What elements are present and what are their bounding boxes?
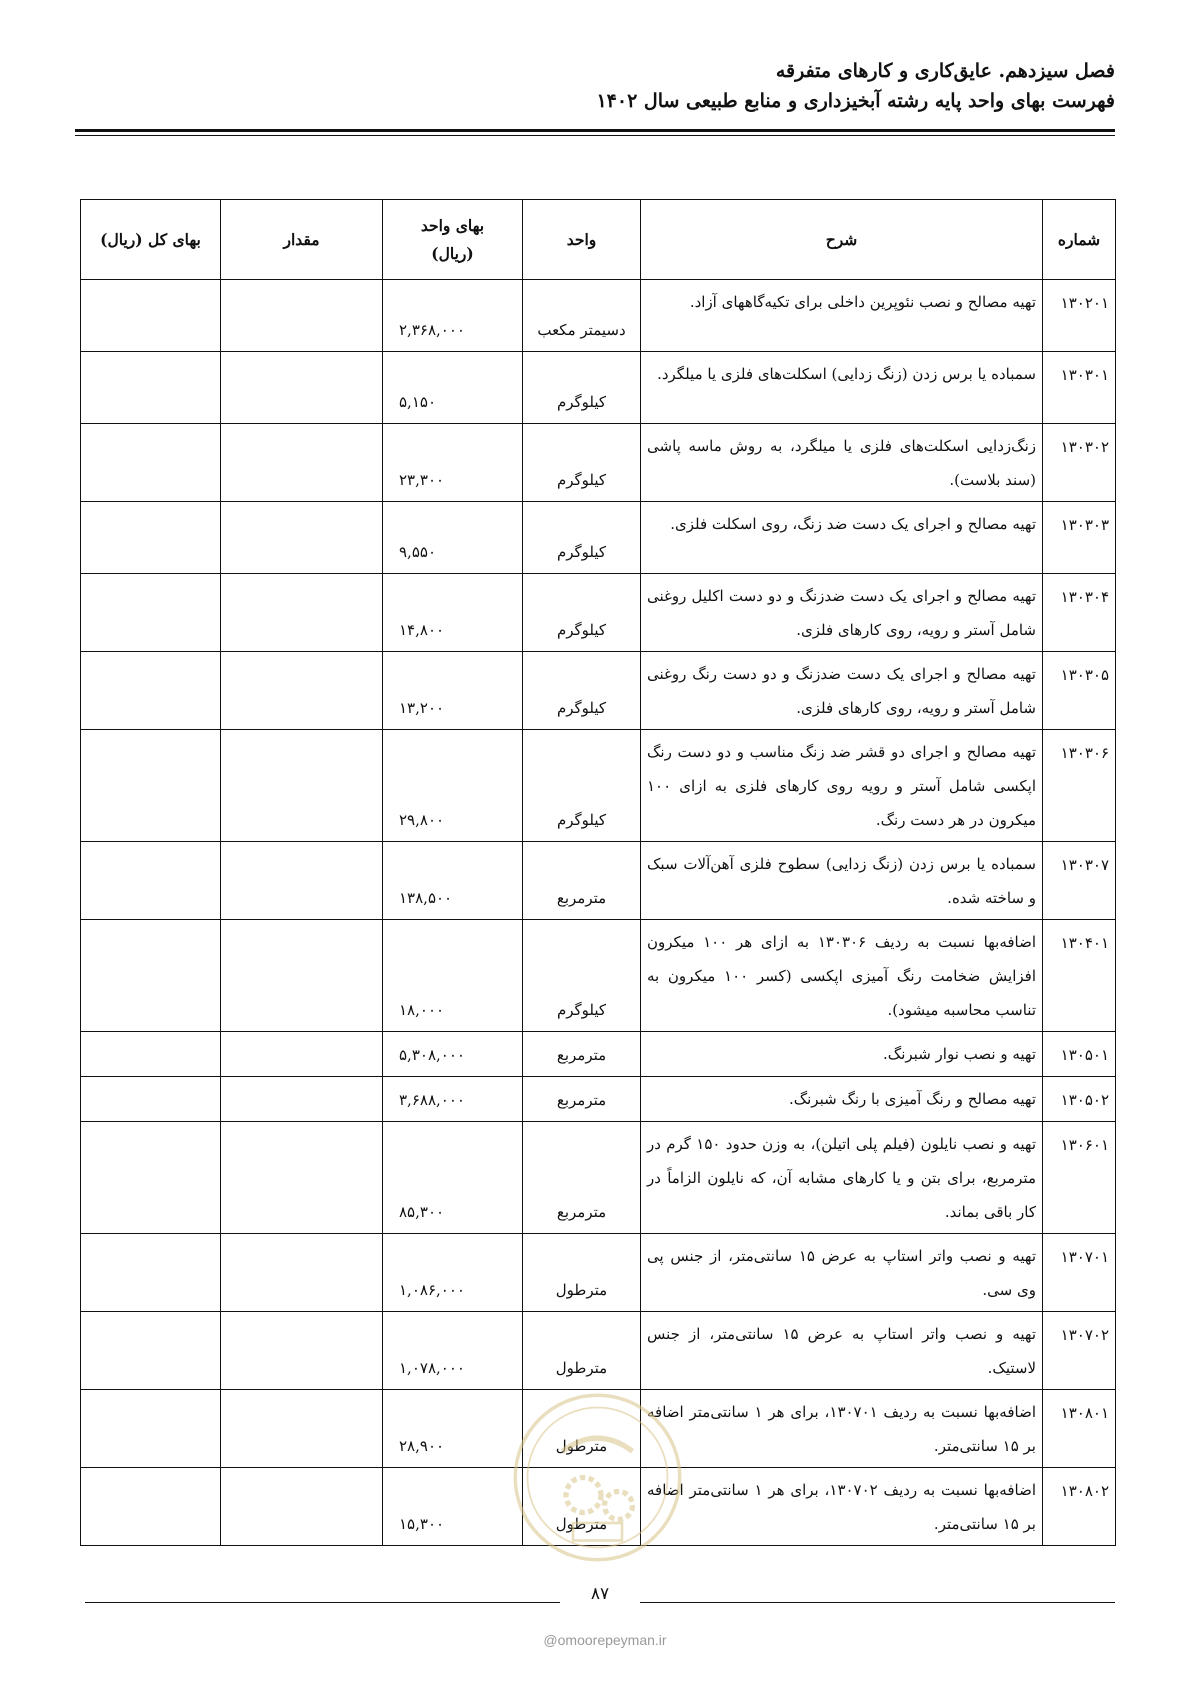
chapter-title: فصل سیزدهم. عایق‌کاری و کارهای متفرقه	[775, 60, 1115, 82]
row-code: ۱۳۰۳۰۱	[1043, 352, 1116, 424]
row-total-price	[81, 1032, 221, 1077]
row-code: ۱۳۰۲۰۱	[1043, 280, 1116, 352]
page-number: ۸۷	[560, 1584, 640, 1604]
row-quantity	[221, 1468, 383, 1546]
row-code: ۱۳۰۳۰۶	[1043, 730, 1116, 842]
header-description: شرح	[641, 200, 1043, 280]
row-quantity	[221, 1122, 383, 1234]
row-total-price	[81, 842, 221, 920]
row-total-price	[81, 652, 221, 730]
row-unit: کیلوگرم	[523, 352, 641, 424]
row-code: ۱۳۰۳۰۳	[1043, 502, 1116, 574]
row-code: ۱۳۰۸۰۲	[1043, 1468, 1116, 1546]
row-unit-price: ۲۸,۹۰۰	[383, 1390, 523, 1468]
row-code: ۱۳۰۶۰۱	[1043, 1122, 1116, 1234]
row-total-price	[81, 280, 221, 352]
table-row	[81, 424, 1116, 502]
row-unit-price: ۱۴,۸۰۰	[383, 574, 523, 652]
row-unit-price: ۱۵,۳۰۰	[383, 1468, 523, 1546]
table-row	[81, 1032, 1116, 1077]
row-quantity	[221, 352, 383, 424]
row-total-price	[81, 352, 221, 424]
row-unit: مترمربع	[523, 1122, 641, 1234]
row-description: تهیه مصالح و اجرای یک دست ضدزنگ و دو دست اکلیل روغنی شامل آستر و رویه، روی کارهای فلزی.	[641, 574, 1043, 652]
row-code: ۱۳۰۳۰۲	[1043, 424, 1116, 502]
row-quantity	[221, 652, 383, 730]
row-unit-price: ۱,۰۷۸,۰۰۰	[383, 1312, 523, 1390]
row-unit: کیلوگرم	[523, 424, 641, 502]
row-description: تهیه و نصب نوار شبرنگ.	[641, 1032, 1043, 1077]
row-description: زنگ‌زدایی اسکلت‌های فلزی یا میلگرد، به روش ماسه پاشی (سند بلاست).	[641, 424, 1043, 502]
row-unit-price: ۲۳,۳۰۰	[383, 424, 523, 502]
row-total-price	[81, 502, 221, 574]
header-unit-price: بهای واحد (ریال)	[383, 200, 523, 280]
row-total-price	[81, 1077, 221, 1122]
table-row	[81, 652, 1116, 730]
row-description: تهیه و نصب نایلون (فیلم پلی اتیلن)، به وزن حدود ۱۵۰ گرم در مترمربع، برای بتن و یا کارهای مشابه آن، که نایلون الزاماً در کار باقی بماند.	[641, 1122, 1043, 1234]
row-quantity	[221, 1077, 383, 1122]
row-description: تهیه مصالح و اجرای یک دست ضدزنگ و دو دست رنگ روغنی شامل آستر و رویه، روی کارهای فلزی.	[641, 652, 1043, 730]
row-total-price	[81, 730, 221, 842]
header-unit: واحد	[523, 200, 641, 280]
row-quantity	[221, 574, 383, 652]
row-unit: مترطول	[523, 1234, 641, 1312]
table-row	[81, 280, 1116, 352]
row-unit-price: ۱۸,۰۰۰	[383, 920, 523, 1032]
row-description: سمباده یا برس زدن (زنگ زدایی) اسکلت‌های فلزی یا میلگرد.	[641, 352, 1043, 424]
row-quantity	[221, 1234, 383, 1312]
row-description: سمباده یا برس زدن (زنگ زدایی) سطوح فلزی آهن‌آلات سبک و ساخته شده.	[641, 842, 1043, 920]
header-rule-thick	[75, 129, 1115, 132]
header-rule-thin	[75, 135, 1115, 136]
header-quantity: مقدار	[221, 200, 383, 280]
row-unit: مترطول	[523, 1312, 641, 1390]
row-quantity	[221, 502, 383, 574]
row-unit-price: ۸۵,۳۰۰	[383, 1122, 523, 1234]
row-quantity	[221, 842, 383, 920]
table-row	[81, 352, 1116, 424]
header-total-price: بهای کل (ریال)	[81, 200, 221, 280]
table-row	[81, 574, 1116, 652]
row-description: اضافه‌بها نسبت به ردیف ۱۳۰۷۰۲، برای هر ۱ سانتی‌متر اضافه بر ۱۵ سانتی‌متر.	[641, 1468, 1043, 1546]
row-total-price	[81, 1122, 221, 1234]
row-code: ۱۳۰۷۰۱	[1043, 1234, 1116, 1312]
row-total-price	[81, 1390, 221, 1468]
row-unit-price: ۹,۵۵۰	[383, 502, 523, 574]
row-code: ۱۳۰۸۰۱	[1043, 1390, 1116, 1468]
row-quantity	[221, 920, 383, 1032]
row-unit: مترمربع	[523, 1077, 641, 1122]
row-unit: مترطول	[523, 1390, 641, 1468]
table-header-row	[81, 200, 1116, 280]
book-title: فهرست بهای واحد پایه رشته آبخیزداری و منابع طبیعی سال ۱۴۰۲	[596, 90, 1115, 112]
row-unit-price: ۱,۰۸۶,۰۰۰	[383, 1234, 523, 1312]
table-row	[81, 1077, 1116, 1122]
row-unit: کیلوگرم	[523, 502, 641, 574]
row-description: تهیه مصالح و نصب نئوپرین داخلی برای تکیه‌گاههای آزاد.	[641, 280, 1043, 352]
row-description: تهیه و نصب واتر استاپ به عرض ۱۵ سانتی‌متر، از جنس پی وی سی.	[641, 1234, 1043, 1312]
row-unit: مترمربع	[523, 1032, 641, 1077]
row-code: ۱۳۰۷۰۲	[1043, 1312, 1116, 1390]
row-total-price	[81, 1468, 221, 1546]
row-quantity	[221, 280, 383, 352]
watermark-seal-icon	[510, 1390, 685, 1565]
row-description: تهیه مصالح و رنگ آمیزی با رنگ شبرنگ.	[641, 1077, 1043, 1122]
row-code: ۱۳۰۵۰۱	[1043, 1032, 1116, 1077]
row-unit-price: ۳,۶۸۸,۰۰۰	[383, 1077, 523, 1122]
table-row	[81, 1312, 1116, 1390]
row-description: تهیه و نصب واتر استاپ به عرض ۱۵ سانتی‌متر، از جنس لاستیک.	[641, 1312, 1043, 1390]
page-header	[75, 56, 1115, 116]
row-unit-price: ۵,۳۰۸,۰۰۰	[383, 1032, 523, 1077]
row-code: ۱۳۰۳۰۷	[1043, 842, 1116, 920]
row-description: اضافه‌بها نسبت به ردیف ۱۳۰۷۰۱، برای هر ۱ سانتی‌متر اضافه بر ۱۵ سانتی‌متر.	[641, 1390, 1043, 1468]
row-total-price	[81, 1312, 221, 1390]
row-quantity	[221, 1032, 383, 1077]
row-unit-price: ۱۳,۲۰۰	[383, 652, 523, 730]
row-description: تهیه مصالح و اجرای یک دست ضد زنگ، روی اسکلت فلزی.	[641, 502, 1043, 574]
row-total-price	[81, 424, 221, 502]
row-unit: کیلوگرم	[523, 574, 641, 652]
row-unit-price: ۲,۳۶۸,۰۰۰	[383, 280, 523, 352]
table-body	[81, 280, 1116, 1546]
row-unit: کیلوگرم	[523, 920, 641, 1032]
header-code: شماره	[1043, 200, 1116, 280]
row-total-price	[81, 1234, 221, 1312]
row-unit: کیلوگرم	[523, 652, 641, 730]
row-quantity	[221, 424, 383, 502]
row-description: تهیه مصالح و اجرای دو قشر ضد زنگ مناسب و دو دست رنگ اپکسی شامل آستر و رویه روی کارهای فلزی به ازای ۱۰۰ میکرون در هر دست رنگ.	[641, 730, 1043, 842]
watermark-url: @omoorepeyman.ir	[543, 1632, 667, 1648]
table-row	[81, 730, 1116, 842]
row-unit: کیلوگرم	[523, 730, 641, 842]
row-code: ۱۳۰۳۰۴	[1043, 574, 1116, 652]
row-code: ۱۳۰۳۰۵	[1043, 652, 1116, 730]
row-quantity	[221, 730, 383, 842]
price-table	[80, 199, 1116, 1546]
table-row	[81, 1122, 1116, 1234]
row-code: ۱۳۰۴۰۱	[1043, 920, 1116, 1032]
table-row	[81, 842, 1116, 920]
table-row	[81, 1234, 1116, 1312]
table-row	[81, 920, 1116, 1032]
table-row	[81, 502, 1116, 574]
row-total-price	[81, 574, 221, 652]
row-unit-price: ۱۳۸,۵۰۰	[383, 842, 523, 920]
row-total-price	[81, 920, 221, 1032]
row-quantity	[221, 1312, 383, 1390]
row-unit-price: ۵,۱۵۰	[383, 352, 523, 424]
row-description: اضافه‌بها نسبت به ردیف ۱۳۰۳۰۶ به ازای هر ۱۰۰ میکرون افزایش ضخامت رنگ آمیزی اپکسی (کسر ۱۰۰ میکرون به تناسب محاسبه میشود).	[641, 920, 1043, 1032]
row-quantity	[221, 1390, 383, 1468]
row-unit: دسیمتر مکعب	[523, 280, 641, 352]
row-unit: مترطول	[523, 1468, 641, 1546]
row-unit-price: ۲۹,۸۰۰	[383, 730, 523, 842]
row-unit: مترمربع	[523, 842, 641, 920]
row-code: ۱۳۰۵۰۲	[1043, 1077, 1116, 1122]
